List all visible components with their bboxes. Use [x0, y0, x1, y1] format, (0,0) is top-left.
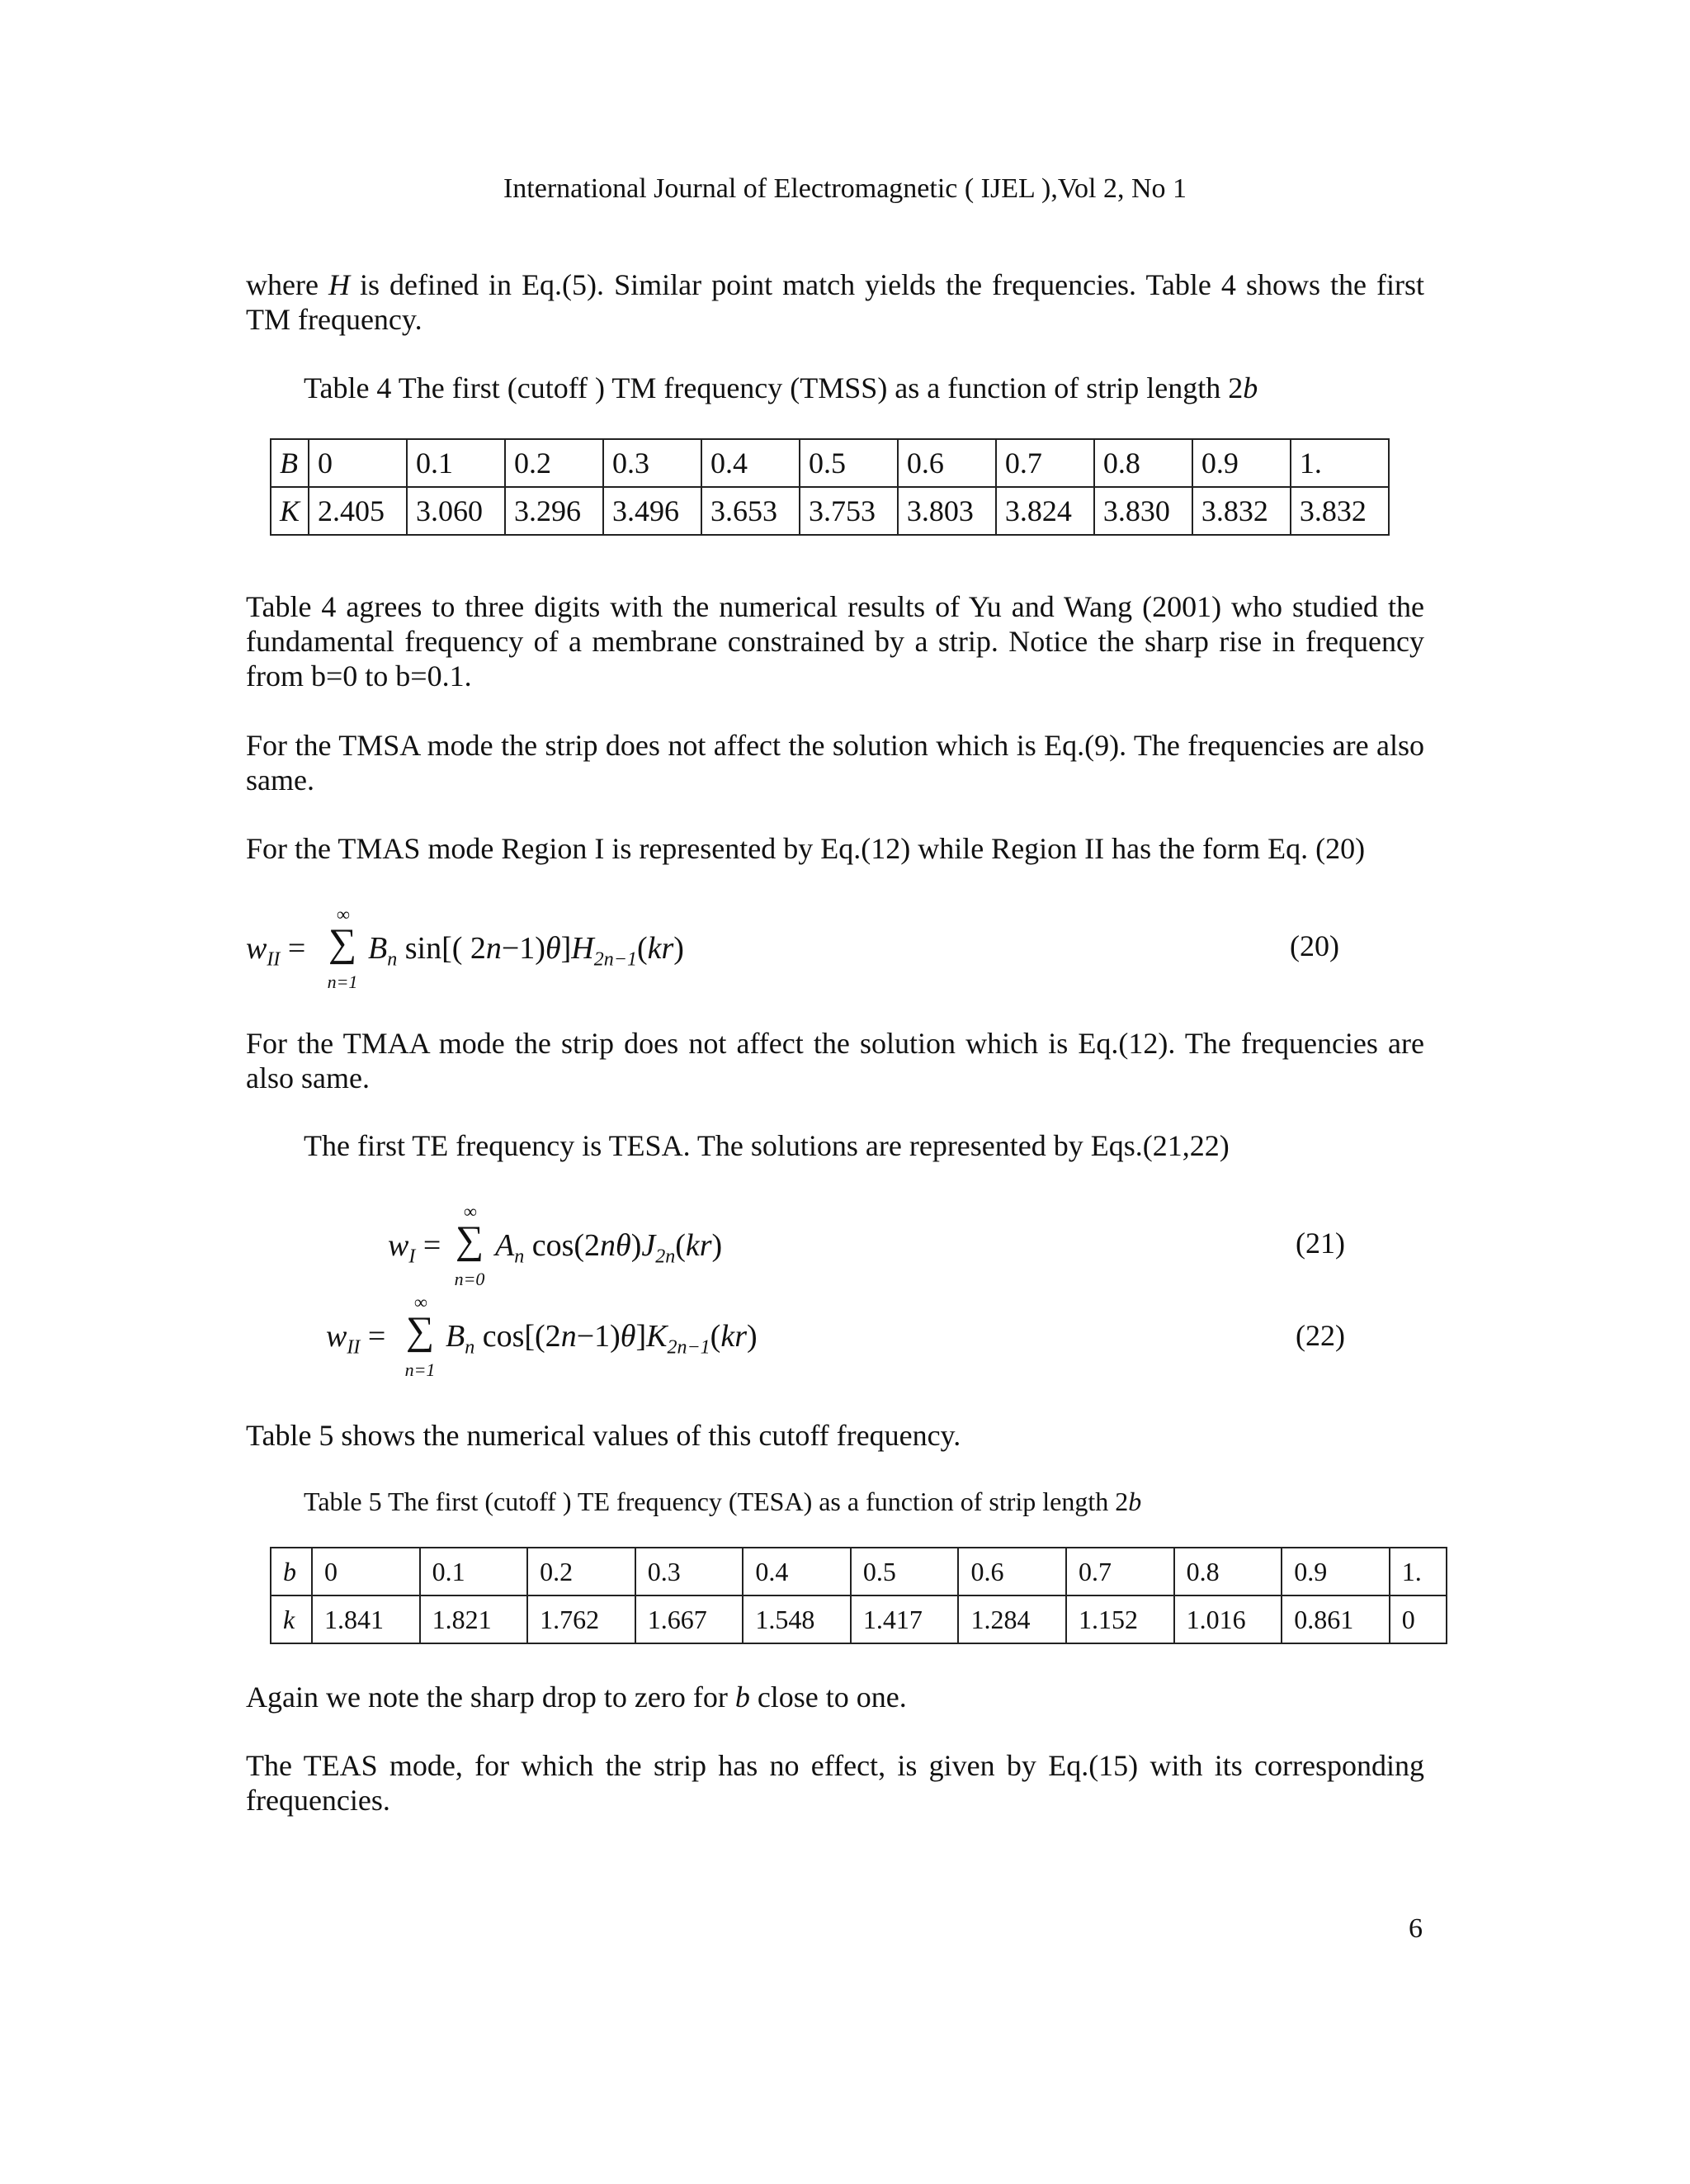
- table-cell: 0.5: [851, 1548, 959, 1595]
- paragraph-te-intro: The first TE frequency is TESA. The solutions are represented by Eqs.(21,22): [304, 1129, 1230, 1162]
- table-cell: 0.8: [1094, 439, 1192, 487]
- table-cell: 0.4: [701, 439, 800, 487]
- table-cell: 0.9: [1282, 1548, 1390, 1595]
- page-number: 6: [1409, 1913, 1423, 1944]
- table-cell: 0: [1390, 1595, 1447, 1643]
- equation-22: $w_{II}$ = ∞ ∑ n=1 $B_n$ $\cos[(2n-1)\theta]K_{2n-1}(kr)$: [326, 1292, 758, 1380]
- table-cell: 1.284: [958, 1595, 1066, 1643]
- table-cell: 0.2: [527, 1548, 635, 1595]
- table-5: [270, 1547, 1447, 1644]
- table-cell: 0.4: [743, 1548, 851, 1595]
- paragraph-table4-discussion: Table 4 agrees to three digits with the numerical results of Yu and Wang (2001) who studied the fundamental frequency of a membrane constrained by a strip. Notice the sharp rise in frequency from b=0 to b=0.1.: [246, 590, 1424, 693]
- equation-21: $w_I$ = ∞ ∑ n=0 $A_n$ $\cos(2n\theta)J_{2n}(kr)$: [388, 1201, 723, 1289]
- table-cell: 1.: [1390, 1548, 1447, 1595]
- table4-row-b-label: B: [271, 439, 309, 487]
- table-cell: 0.1: [407, 439, 505, 487]
- table-cell: 3.824: [996, 487, 1094, 535]
- paragraph-intro: [246, 267, 1424, 337]
- table5-caption: [304, 1484, 1141, 1519]
- paragraph-tmas: For the TMAS mode Region I is represented by Eq.(12) while Region II has the form Eq. (20): [246, 832, 1366, 865]
- table-cell: 0.8: [1174, 1548, 1282, 1595]
- table-cell: 0.3: [635, 1548, 744, 1595]
- table-cell: 0.9: [1192, 439, 1291, 487]
- paragraph-tmsa: For the TMSA mode the strip does not affect the solution which is Eq.(9). The frequencies are also same.: [246, 729, 1424, 797]
- table-cell: 0: [312, 1548, 420, 1595]
- table-cell: 2.405: [309, 487, 407, 535]
- table4-caption-var: b: [1243, 371, 1258, 404]
- equation-22-number: (22): [1296, 1319, 1345, 1352]
- table-cell: 3.753: [800, 487, 898, 535]
- table-cell: 3.832: [1291, 487, 1389, 535]
- table-cell: 0.2: [505, 439, 603, 487]
- table-cell: 1.417: [851, 1595, 959, 1643]
- eq22-sum-lower: n=1: [404, 1359, 436, 1380]
- eq21-sum-upper: ∞: [464, 1201, 477, 1222]
- eq21-sum-lower: n=0: [454, 1269, 485, 1289]
- eq22-sum-upper: ∞: [414, 1292, 427, 1312]
- table5-row-k: [271, 1595, 1447, 1643]
- table5-row-b-label: b: [271, 1548, 312, 1595]
- eq20-sum-upper: ∞: [337, 904, 350, 924]
- table-4: [270, 438, 1390, 536]
- table-cell: 0.3: [603, 439, 701, 487]
- table-cell: 0.6: [958, 1548, 1066, 1595]
- table-cell: 1.548: [743, 1595, 851, 1643]
- table-cell: 0.7: [996, 439, 1094, 487]
- table5-row-k-label: k: [271, 1595, 312, 1643]
- table-cell: 0.1: [420, 1548, 528, 1595]
- p8-var-b: b: [734, 1681, 750, 1714]
- table5-row-b: [271, 1548, 1447, 1595]
- table4-row-b: [271, 439, 1389, 487]
- table4-caption: [304, 371, 1258, 405]
- table4-caption-text: Table 4 The first (cutoff ) TM frequency (TMSS) as a function of strip length 2: [304, 371, 1244, 404]
- paragraph-sharp-drop: [246, 1680, 1424, 1714]
- table-cell: 1.667: [635, 1595, 744, 1643]
- table-cell: 3.496: [603, 487, 701, 535]
- equation-20: $w_{II}$ = ∞ ∑ n=1 $B_n$ sin[( $2n-1)\theta]H_{2n-1}(kr)$: [246, 904, 684, 992]
- table-cell: 0.7: [1066, 1548, 1174, 1595]
- running-header: International Journal of Electromagnetic ( IJEL ),Vol 2, No 1: [503, 173, 1187, 204]
- table-cell: 1.152: [1066, 1595, 1174, 1643]
- p8-text-a: Again we note the sharp drop to zero for: [246, 1681, 735, 1714]
- table5-caption-var: b: [1128, 1487, 1142, 1516]
- p1-var-h: H: [328, 268, 350, 301]
- table-cell: 1.016: [1174, 1595, 1282, 1643]
- equation-21-number: (21): [1296, 1227, 1345, 1260]
- equation-20-number: (20): [1290, 929, 1339, 962]
- table-cell: 3.653: [701, 487, 800, 535]
- table-cell: 3.803: [898, 487, 996, 535]
- table-cell: 1.: [1291, 439, 1389, 487]
- table-cell: 1.762: [527, 1595, 635, 1643]
- table-cell: 0.6: [898, 439, 996, 487]
- table-cell: 0.5: [800, 439, 898, 487]
- table-cell: 3.830: [1094, 487, 1192, 535]
- table-cell: 1.841: [312, 1595, 420, 1643]
- p8-text-b: close to one.: [749, 1681, 907, 1714]
- table4-row-k-label: K: [271, 487, 309, 535]
- table-cell: 3.832: [1192, 487, 1291, 535]
- paragraph-table5-intro: Table 5 shows the numerical values of this cutoff frequency.: [246, 1419, 961, 1452]
- paragraph-tmaa: For the TMAA mode the strip does not affect the solution which is Eq.(12). The frequencies are also same.: [246, 1027, 1424, 1094]
- eq20-sum-lower: n=1: [327, 971, 358, 992]
- table-cell: 0.861: [1282, 1595, 1390, 1643]
- paragraph-teas: The TEAS mode, for which the strip has no effect, is given by Eq.(15) with its corresponding frequencies.: [246, 1749, 1424, 1817]
- table4-row-k: [271, 487, 1389, 535]
- table-cell: 3.296: [505, 487, 603, 535]
- p1-text-b: is defined in Eq.(5). Similar point match yields the frequencies. Table 4 shows the first TM frequency.: [246, 268, 1424, 336]
- table5-caption-text: Table 5 The first (cutoff ) TE frequency (TESA) as a function of strip length 2: [304, 1487, 1129, 1516]
- p1-text-a: where: [246, 268, 328, 301]
- table-cell: 1.821: [420, 1595, 528, 1643]
- table-cell: 0: [309, 439, 407, 487]
- table-cell: 3.060: [407, 487, 505, 535]
